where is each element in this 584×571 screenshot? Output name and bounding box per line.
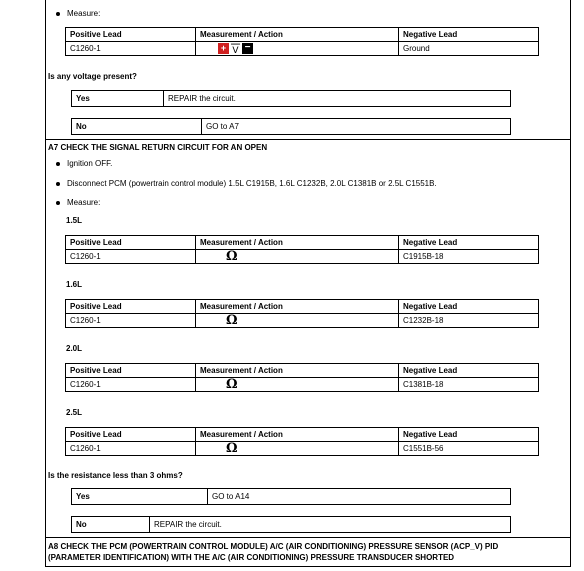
resistance-table-1-5l bbox=[65, 235, 539, 264]
cell-measurement bbox=[196, 442, 399, 456]
goto-a14-link[interactable]: GO to A14 bbox=[212, 492, 250, 501]
cell-positive-lead: C1260-1 bbox=[66, 378, 196, 392]
header-measurement: Measurement / Action bbox=[196, 364, 399, 378]
document-frame bbox=[45, 0, 571, 567]
answer-table-yes-a6 bbox=[71, 90, 511, 107]
ohm-icon: Ω bbox=[226, 248, 238, 264]
resistance-table-1-6l bbox=[65, 299, 539, 328]
engine-label-2-5l: 2.5L bbox=[66, 408, 83, 417]
header-measurement: Measurement / Action bbox=[196, 28, 399, 42]
answer-key-no: No bbox=[72, 517, 150, 533]
cell-measurement bbox=[196, 378, 399, 392]
answer-action-yes: REPAIR the circuit. bbox=[164, 91, 511, 107]
resistance-table-2-5l bbox=[65, 427, 539, 456]
cell-positive-lead: C1260-1 bbox=[66, 314, 196, 328]
header-positive-lead: Positive Lead bbox=[66, 28, 196, 42]
bullet-dot bbox=[56, 201, 60, 205]
answer-key-yes: Yes bbox=[72, 91, 164, 107]
section-divider bbox=[46, 139, 570, 140]
cell-positive-lead: C1260-1 bbox=[66, 42, 196, 56]
header-positive-lead: Positive Lead bbox=[66, 300, 196, 314]
a7-bullet-1 bbox=[56, 159, 112, 168]
step-a8-title-line-1: A8 CHECK THE PCM (POWERTRAIN CONTROL MODULE) A/C (AIR CONDITIONING) PRESSURE SENSOR (ACP_V) PID bbox=[48, 542, 499, 551]
header-negative-lead: Negative Lead bbox=[399, 364, 539, 378]
header-negative-lead: Negative Lead bbox=[399, 236, 539, 250]
a7-bullet-text-1: Ignition OFF. bbox=[67, 159, 113, 168]
answer-key-yes: Yes bbox=[72, 489, 208, 505]
ohm-icon: Ω bbox=[226, 312, 238, 328]
header-positive-lead: Positive Lead bbox=[66, 236, 196, 250]
answer-action-yes[interactable] bbox=[208, 489, 511, 505]
engine-label-1-5l: 1.5L bbox=[66, 216, 83, 225]
cell-negative-lead: Ground bbox=[399, 42, 539, 56]
answer-action-no: REPAIR the circuit. bbox=[150, 517, 511, 533]
negative-terminal-icon: − bbox=[242, 43, 253, 54]
cell-positive-lead: C1260-1 bbox=[66, 442, 196, 456]
header-negative-lead: Negative Lead bbox=[399, 28, 539, 42]
a7-bullet-text-2: Disconnect PCM (powertrain control module) 1.5L C1915B, 1.6L C1232B, 2.0L C1381B or 2.5L C1551B. bbox=[67, 179, 437, 188]
header-positive-lead: Positive Lead bbox=[66, 428, 196, 442]
voltage-dc-icon bbox=[218, 43, 253, 55]
cell-measurement bbox=[196, 42, 399, 56]
a7-bullet-3 bbox=[56, 198, 100, 207]
answer-table-no-a7 bbox=[71, 516, 511, 533]
cell-negative-lead: C1915B-18 bbox=[399, 250, 539, 264]
measure-bullet bbox=[56, 9, 100, 18]
voltage-question: Is any voltage present? bbox=[48, 72, 137, 81]
answer-table-no-a6 bbox=[71, 118, 511, 135]
header-measurement: Measurement / Action bbox=[196, 428, 399, 442]
answer-table-yes-a7 bbox=[71, 488, 511, 505]
cell-measurement bbox=[196, 250, 399, 264]
answer-key-no: No bbox=[72, 119, 202, 135]
header-positive-lead: Positive Lead bbox=[66, 364, 196, 378]
cell-negative-lead: C1232B-18 bbox=[399, 314, 539, 328]
bullet-dot bbox=[56, 12, 60, 16]
measure-label: Measure: bbox=[67, 9, 101, 18]
cell-measurement bbox=[196, 314, 399, 328]
positive-terminal-icon: + bbox=[218, 43, 229, 54]
bullet-dot bbox=[56, 162, 60, 166]
section-divider bbox=[46, 537, 570, 538]
a7-bullet-text-3: Measure: bbox=[67, 198, 101, 207]
ohm-icon: Ω bbox=[226, 376, 238, 392]
cell-negative-lead: C1381B-18 bbox=[399, 378, 539, 392]
header-measurement: Measurement / Action bbox=[196, 300, 399, 314]
engine-label-1-6l: 1.6L bbox=[66, 280, 83, 289]
dc-volt-icon: ═══ V bbox=[231, 41, 241, 56]
step-a8-title-line-2: (PARAMETER IDENTIFICATION) WITH THE A/C (AIR CONDITIONING) PRESSURE TRANSDUCER SHORTED bbox=[48, 553, 455, 562]
resistance-question: Is the resistance less than 3 ohms? bbox=[48, 471, 183, 480]
answer-action-no[interactable] bbox=[202, 119, 511, 135]
cell-positive-lead: C1260-1 bbox=[66, 250, 196, 264]
step-a8-title bbox=[48, 541, 498, 563]
voltage-measure-table bbox=[65, 27, 539, 56]
header-measurement: Measurement / Action bbox=[196, 236, 399, 250]
step-a7-title: A7 CHECK THE SIGNAL RETURN CIRCUIT FOR AN OPEN bbox=[48, 143, 268, 152]
header-negative-lead: Negative Lead bbox=[399, 300, 539, 314]
goto-a7-link[interactable]: GO to A7 bbox=[206, 122, 239, 131]
bullet-dot bbox=[56, 182, 60, 186]
engine-label-2-0l: 2.0L bbox=[66, 344, 83, 353]
ohm-icon: Ω bbox=[226, 440, 238, 456]
resistance-table-2-0l bbox=[65, 363, 539, 392]
cell-negative-lead: C1551B-56 bbox=[399, 442, 539, 456]
header-negative-lead: Negative Lead bbox=[399, 428, 539, 442]
a7-bullet-2 bbox=[56, 179, 437, 188]
